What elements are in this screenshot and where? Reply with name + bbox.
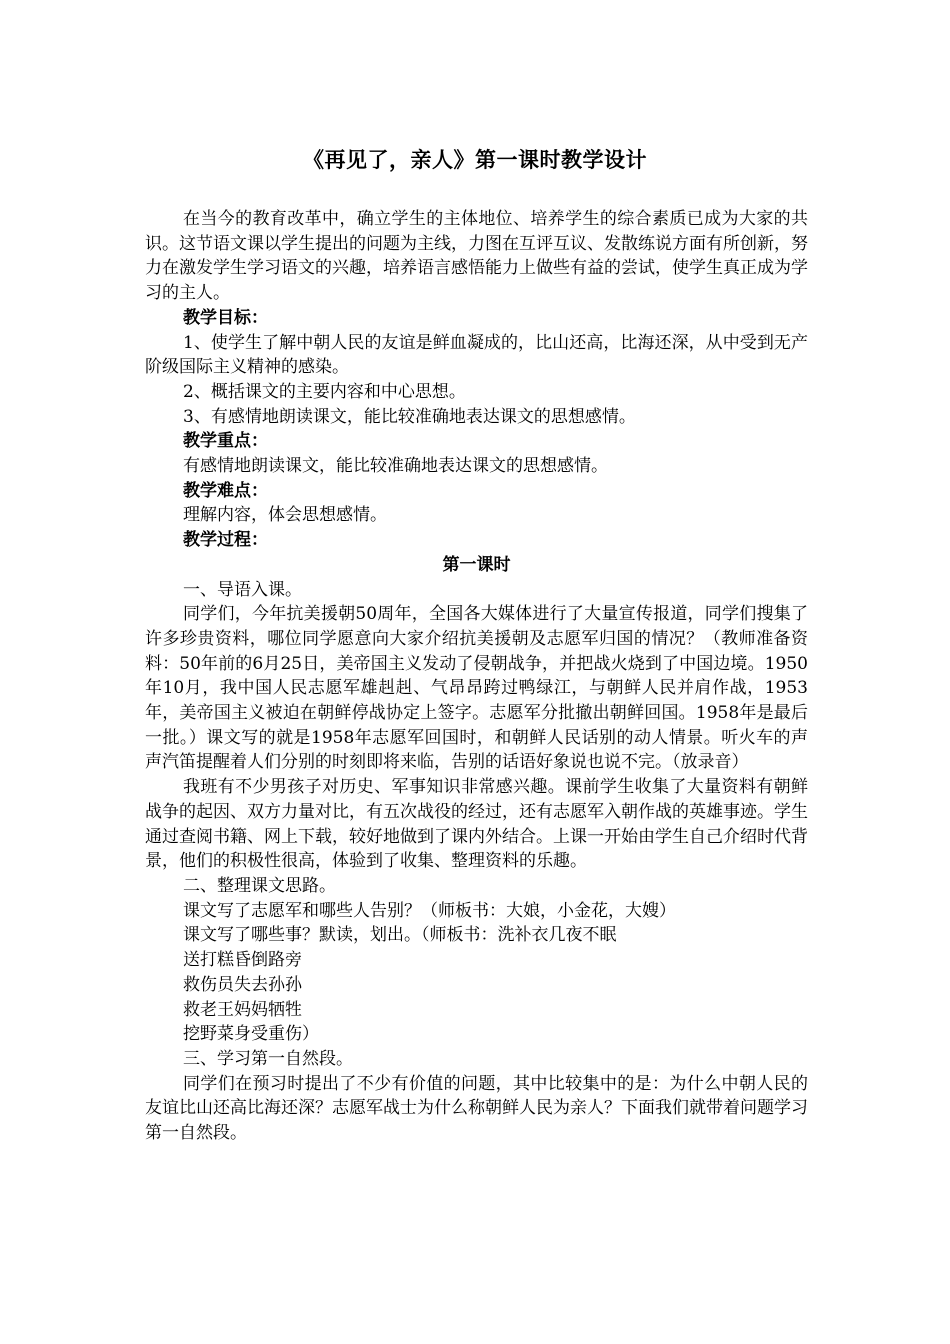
step2-line: 挖野菜身受重伤）: [183, 1024, 319, 1045]
goal-item: 2、概括课文的主要内容和中心思想。: [183, 381, 466, 402]
step2-line: 送打糕昏倒路旁: [183, 950, 302, 971]
process-heading: 教学过程：: [183, 530, 268, 551]
step1-paragraph-2: 我班有不少男孩子对历史、军事知识非常感兴趣。课前学生收集了大量资料有朝鲜战争的起因、双方力量对比，有五次战役的经过，还有志愿军入朝作战的英雄事迹。学生通过查阅书籍、网上下载，较好地做到了课内外结合。上课一开始由学生自己介绍时代背景，他们的积极性很高，体验到了收集、整理资料的乐趣。: [145, 777, 808, 872]
focus-text: 有感情地朗读课文，能比较准确地表达课文的思想感情。: [183, 456, 608, 477]
step2-title: 二、整理课文思路。: [183, 875, 336, 896]
step1-title: 一、导语入课。: [183, 579, 302, 600]
goal-item: 1、使学生了解中朝人民的友谊是鲜血凝成的，比山还高，比海还深，从中受到无产阶级国际主义精神的感染。: [145, 332, 808, 378]
difficulty-text: 理解内容，体会思想感情。: [183, 505, 387, 526]
step2-line: 救伤员失去孙孙: [183, 974, 302, 995]
step2-line: 救老王妈妈牺牲: [183, 999, 302, 1020]
goal-item: 3、有感情地朗读课文，能比较准确地表达课文的思想感情。: [183, 406, 636, 427]
document-title: 《再见了，亲人》第一课时教学设计: [303, 148, 647, 172]
step3-title: 三、学习第一自然段。: [183, 1048, 353, 1069]
step3-paragraph: 同学们在预习时提出了不少有价值的问题，其中比较集中的是：为什么中朝人民的友谊比山还高比海还深？志愿军战士为什么称朝鲜人民为亲人？下面我们就带着问题学习第一自然段。: [145, 1073, 808, 1144]
step2-line: 课文写了哪些事？默读，划出。（师板书：洗补衣几夜不眠: [183, 925, 617, 946]
step1-paragraph-1: 同学们，今年抗美援朝50周年，全国各大媒体进行了大量宣传报道，同学们搜集了许多珍贵资料，哪位同学愿意向大家介绍抗美援朝及志愿军归国的情况？（教师准备资料：50年前的6月25日，美帝国主义发动了侵朝战争，并把战火烧到了中国边境。1950年10月，我中国人民志愿军雄赳赳、气昂昂跨过鸭绿江，与朝鲜人民并肩作战，1953年，美帝国主义被迫在朝鲜停战协定上签字。志愿军分批撤出朝鲜回国。1958年是最后一批。）课文写的就是1958年志愿军回国时，和朝鲜人民话别的动人情景。听火车的声声汽笛提醒着人们分别的时刻即将来临，告别的话语好象说也说不完。（放录音）: [145, 604, 808, 773]
step2-line: 课文写了志愿军和哪些人告别？（师板书：大娘，小金花，大嫂）: [183, 900, 676, 921]
document-body: [145, 207, 808, 1146]
lesson-title: 第一课时: [442, 554, 511, 575]
difficulty-heading: 教学难点：: [183, 480, 268, 501]
goals-heading: 教学目标：: [183, 307, 268, 328]
intro-paragraph: 在当今的教育改革中，确立学生的主体地位、培养学生的综合素质已成为大家的共识。这节语文课以学生提出的问题为主线，力图在互评互议、发散练说方面有所创新，努力在激发学生学习语文的兴趣，培养语言感悟能力上做些有益的尝试，使学生真正成为学习的主人。: [145, 209, 808, 304]
focus-heading: 教学重点：: [183, 431, 268, 452]
